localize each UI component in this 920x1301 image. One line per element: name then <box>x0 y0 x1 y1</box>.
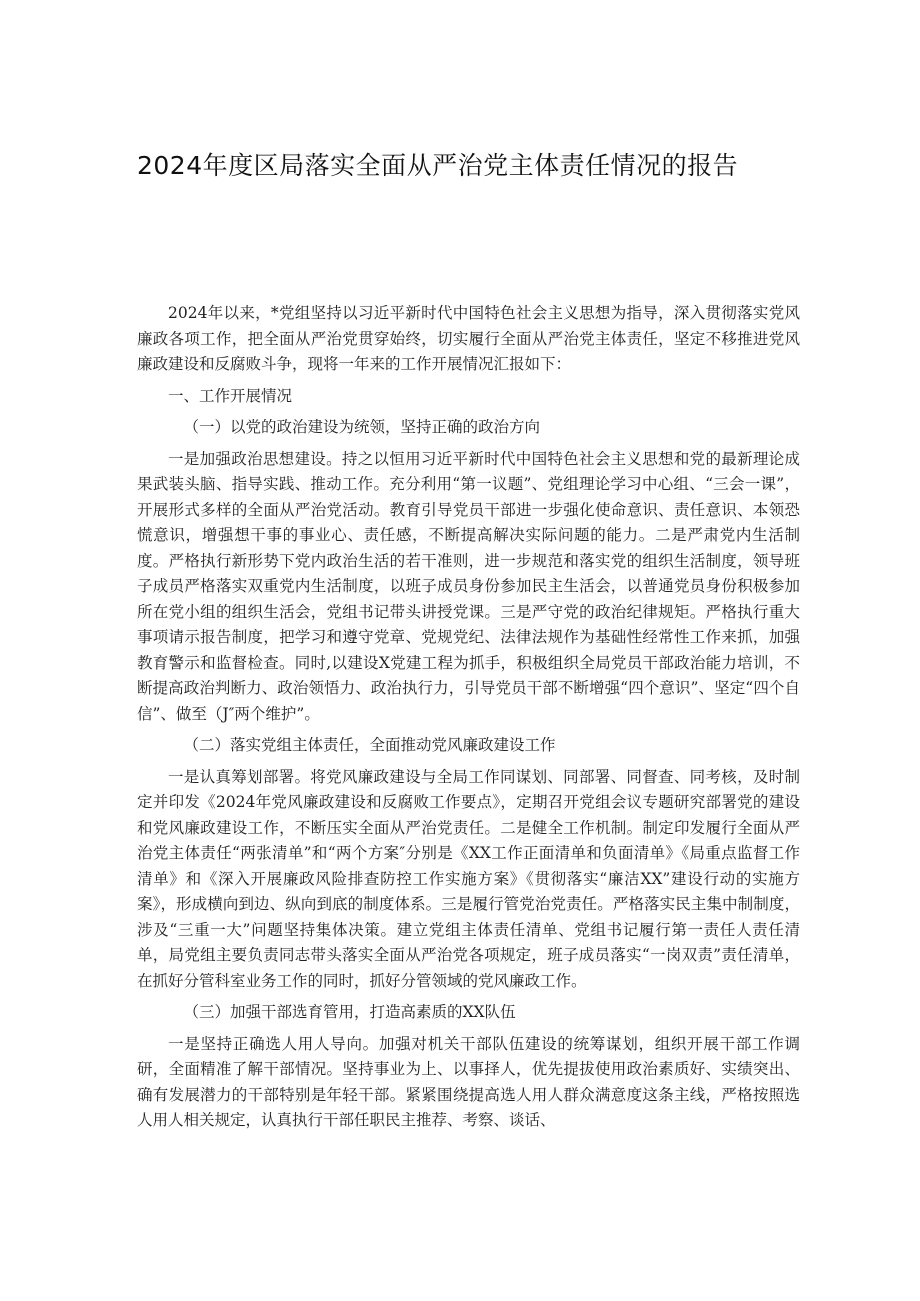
subsection-body-cadre: 一是坚持正确选人用人导向。加强对机关干部队伍建设的统筹谋划，组织开展干部工作调研，全面精准了解干部情况。坚持事业为上、以事择人，优先提拔使用政治素质好、实绩突出、确有发展潜力的干部特别是年轻干部。紧紧围绕提高选人用人群众满意度这条主线，严格按照选人用人相关规定，认真执行干部任职民主推荐、考察、谈话、 <box>137 1034 800 1129</box>
document-body <box>137 301 800 1140</box>
subsection-heading-cadre: （三）加强干部选育管用，打造高素质的XX队伍 <box>183 1003 516 1021</box>
document-title: 2024年度区局落实全面从严治党主体责任情况的报告 <box>137 151 739 180</box>
subsection-body-responsibility: 一是认真筹划部署。将党风廉政建设与全局工作同谋划、同部署、同督查、同考核，及时制定并印发《2024年党风廉政建设和反腐败工作要点》，定期召开党组会议专题研究部署党的建设和党风廉政建设工作，不断压实全面从严治党责任。二是健全工作机制。制定印发履行全面从严治党主体责任“两张清单”和“两个方案″分别是《XX工作正面清单和负面清单》《局重点监督工作清单》和《深入开展廉政风险排查防控工作实施方案》《贯彻落实“廉洁XX”建设行动的实施方案》，形成横向到边、纵向到底的制度体系。三是履行管党治党责任。严格落实民主集中制制度，涉及“三重一大”问题坚持集体决策。建立党组主体责任清单、党组书记履行第一责任人责任清单，局党组主要负责同志带头落实全面从严治党各项规定，班子成员落实“一岗双责”责任清单，在抓好分管科室业务工作的同时，抓好分管领域的党风廉政工作。 <box>137 767 800 990</box>
subsection-body-political: 一是加强政治思想建设。持之以恒用习近平新时代中国特色社会主义思想和党的最新理论成果武装头脑、指导实践、推动工作。充分利用“第一议题”、党组理论学习中心组、“三会一课”，开展形式多样的全面从严治党活动。教育引导党员干部进一步强化使命意识、责任意识、本领恐慌意识，增强想干事的事业心、责任感，不断提高解决实际问题的能力。二是严肃党内生活制度。严格执行新形势下党内政治生活的若干准则，进一步规范和落实党的组织生活制度，领导班子成员严格落实双重党内生活制度，以班子成员身份参加民主生活会，以普通党员身份积极参加所在党小组的组织生活会，党组书记带头讲授党课。三是严守党的政治纪律规矩。严格执行重大事项请示报告制度，把学习和遵守党章、党规党纪、法律法规作为基础性经常性工作来抓，加强教育警示和监督检查。同时,以建设X党建工程为抓手，积极组织全局党员干部政治能力培训，不断提高政治判断力、政治领悟力、政治执行力，引导党员干部不断增强“四个意识”、坚定“四个自信”、做至（J″两个维护”。 <box>137 449 800 723</box>
section-heading-work-status: 一、工作开展情况 <box>168 386 293 405</box>
subsection-heading-responsibility: （二）落实党组主体责任，全面推动党风廉政建设工作 <box>183 736 556 754</box>
intro-paragraph: 2024年以来，*党组坚持以习近平新时代中国特色社会主义思想为指导，深入贯彻落实党风廉政各项工作，把全面从严治党贯穿始终，切实履行全面从严治党主体责任，坚定不移推进党风廉政建设和反腐败斗争，现将一年来的工作开展情况汇报如下： <box>137 304 800 373</box>
subsection-heading-political: （一）以党的政治建设为统领，坚持正确的政治方向 <box>183 418 541 436</box>
